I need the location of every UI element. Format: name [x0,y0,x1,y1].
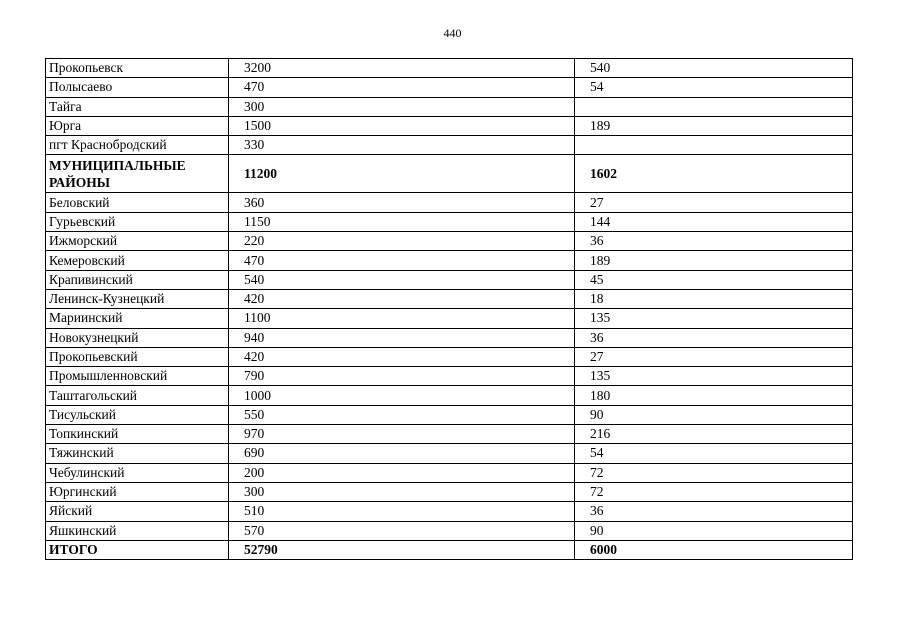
cell-name: ИТОГО [46,540,229,559]
table-row [46,251,853,270]
cell-value-1: 470 [229,78,575,97]
table-row [46,521,853,540]
cell-value-2: 72 [575,482,853,501]
cell-name: Прокопьевск [46,59,229,78]
cell-name: Тисульский [46,405,229,424]
cell-value-2: 144 [575,212,853,231]
cell-value-1: 11200 [229,155,575,193]
cell-name: Яйский [46,502,229,521]
cell-value-2: 54 [575,78,853,97]
cell-name: Кемеровский [46,251,229,270]
cell-value-2: 18 [575,289,853,308]
total-row [46,540,853,559]
data-table [45,58,853,560]
cell-value-2: 1602 [575,155,853,193]
table-row [46,289,853,308]
cell-value-1: 420 [229,289,575,308]
cell-value-2 [575,136,853,155]
cell-name: Мариинский [46,309,229,328]
table-row [46,502,853,521]
table-row [46,97,853,116]
cell-value-1: 690 [229,444,575,463]
cell-name: пгт Краснобродский [46,136,229,155]
table-row [46,116,853,135]
cell-name: Юрга [46,116,229,135]
cell-value-1: 52790 [229,540,575,559]
cell-value-1: 790 [229,367,575,386]
table-row [46,193,853,212]
cell-value-2: 36 [575,328,853,347]
table-row [46,444,853,463]
cell-value-2: 90 [575,405,853,424]
table-row [46,328,853,347]
cell-name: Беловский [46,193,229,212]
table-row [46,463,853,482]
cell-value-1: 300 [229,482,575,501]
cell-value-1: 550 [229,405,575,424]
cell-value-2: 72 [575,463,853,482]
cell-value-1: 1100 [229,309,575,328]
cell-value-1: 510 [229,502,575,521]
cell-name: Прокопьевский [46,347,229,366]
table-row [46,212,853,231]
cell-value-1: 220 [229,232,575,251]
table-body [46,59,853,560]
cell-value-2: 90 [575,521,853,540]
cell-value-1: 360 [229,193,575,212]
cell-value-2: 189 [575,251,853,270]
cell-value-1: 570 [229,521,575,540]
cell-value-2: 216 [575,425,853,444]
cell-name: Гурьевский [46,212,229,231]
cell-value-2: 36 [575,232,853,251]
cell-value-1: 540 [229,270,575,289]
table-row [46,386,853,405]
table-row [46,136,853,155]
cell-name: Тайга [46,97,229,116]
cell-value-1: 940 [229,328,575,347]
table-row [46,405,853,424]
cell-value-2: 180 [575,386,853,405]
section-row [46,155,853,193]
table-row [46,482,853,501]
cell-name: МУНИЦИПАЛЬНЫЕ РАЙОНЫ [46,155,229,193]
table-row [46,59,853,78]
cell-value-2 [575,97,853,116]
table-row [46,367,853,386]
cell-value-2: 6000 [575,540,853,559]
cell-name: Полысаево [46,78,229,97]
cell-value-1: 1000 [229,386,575,405]
cell-name: Крапивинский [46,270,229,289]
cell-name: Ленинск-Кузнецкий [46,289,229,308]
cell-name: Топкинский [46,425,229,444]
cell-value-1: 300 [229,97,575,116]
table-row [46,270,853,289]
cell-value-1: 330 [229,136,575,155]
table-row [46,425,853,444]
cell-name: Тяжинский [46,444,229,463]
table-row [46,232,853,251]
cell-value-2: 27 [575,193,853,212]
cell-value-2: 135 [575,309,853,328]
cell-name: Чебулинский [46,463,229,482]
cell-value-1: 200 [229,463,575,482]
cell-name: Новокузнецкий [46,328,229,347]
cell-value-2: 135 [575,367,853,386]
cell-value-2: 27 [575,347,853,366]
table-row [46,309,853,328]
cell-name: Яшкинский [46,521,229,540]
cell-name: Таштагольский [46,386,229,405]
table-row [46,347,853,366]
cell-value-1: 1500 [229,116,575,135]
table-row [46,78,853,97]
cell-name: Промышленновский [46,367,229,386]
cell-value-2: 36 [575,502,853,521]
cell-value-2: 45 [575,270,853,289]
cell-value-1: 1150 [229,212,575,231]
cell-value-1: 3200 [229,59,575,78]
cell-name: Ижморский [46,232,229,251]
cell-name: Юргинский [46,482,229,501]
cell-value-2: 189 [575,116,853,135]
page-number: 440 [443,26,462,40]
cell-value-2: 540 [575,59,853,78]
cell-value-2: 54 [575,444,853,463]
cell-value-1: 420 [229,347,575,366]
cell-value-1: 470 [229,251,575,270]
cell-value-1: 970 [229,425,575,444]
